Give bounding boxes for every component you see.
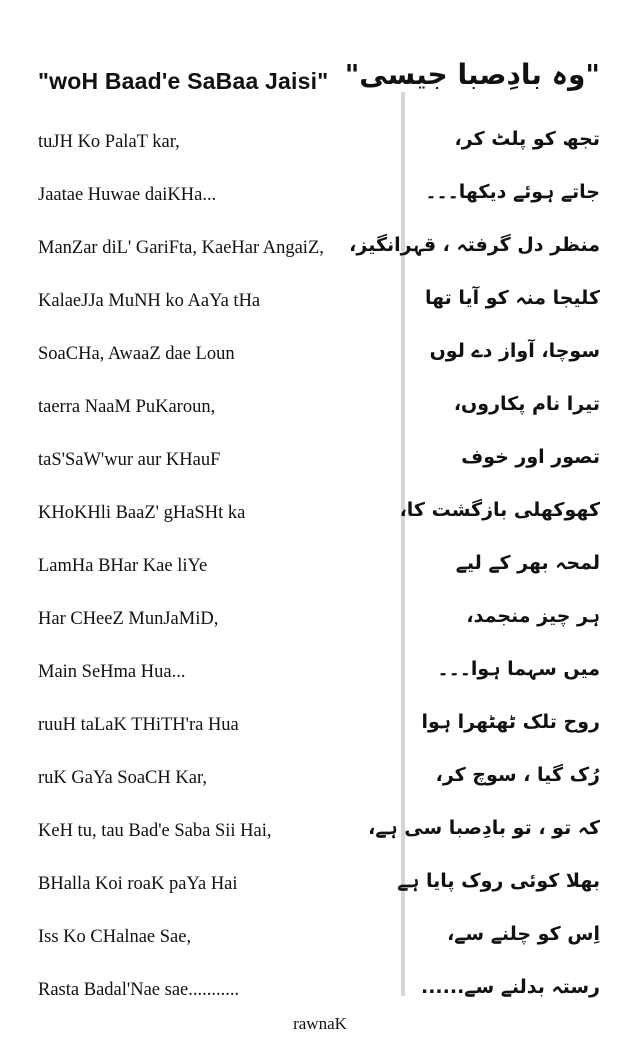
verse-urdu: بھلا کوئی روک پایا ہے [397,870,600,892]
verse-urdu: تصور اور خوف [461,446,600,468]
verse-line [0,177,640,217]
verse-line [0,972,640,1012]
verse-line [0,601,640,641]
verse-urdu: کہ تو ، تو بادِصبا سی ہے، [368,817,600,839]
verse-urdu: کلیجا منہ کو آیا تھا [424,287,600,309]
verse-urdu: ہر چیز منجمد، [466,605,600,627]
verse-urdu: لمحہ بھر کے لیے [455,552,600,574]
verse-roman: Jaatae Huwae daiKHa... [38,185,217,205]
verse-line [0,707,640,747]
verse-urdu: سوچا، آواز دے لوں [429,340,600,362]
verse-urdu: منظر دل گرفتہ ، قہرانگیز، [349,234,600,256]
verse-urdu: میں سہما ہوا۔۔۔ [437,658,600,680]
verse-roman: LamHa BHar Kae liYe [38,556,208,576]
verse-line [0,336,640,376]
verse-urdu: رستہ بدلنے سے...... [421,976,600,998]
verse-line [0,866,640,906]
verse-line [0,495,640,535]
verse-roman: tuJH Ko PalaT kar, [38,132,180,152]
verse-line [0,548,640,588]
verse-roman: taS'SaW'wur aur KHauF [38,450,221,470]
verse-line [0,230,640,270]
verse-line [0,760,640,800]
verse-roman: ruK GaYa SoaCH Kar, [38,768,208,788]
verse-line [0,283,640,323]
verse-urdu: روح تلک ٹھٹھرا ہوا [421,711,600,733]
author-signature: rawnaK [293,1014,347,1033]
verse-roman: ManZar diL' GariFta, KaeHar AngaiZ, [38,238,324,258]
verse-urdu: تجھ کو پلٹ کر، [454,128,600,150]
verse-line [0,813,640,853]
verse-urdu: کھوکھلی بازگشت کا، [399,499,600,521]
poem-title-urdu: "وہ بادِصبا جیسی" [344,58,600,91]
verse-urdu: تیرا نام پکاروں، [453,393,600,415]
verse-roman: KeH tu, tau Bad'e Saba Sii Hai, [38,821,272,841]
verse-roman: taerra NaaM PuKaroun, [38,397,216,417]
verse-line [0,124,640,164]
verse-line [0,389,640,429]
verse-roman: Iss Ko CHalnae Sae, [38,927,192,947]
verse-roman: KHoKHli BaaZ' gHaSHt ka [38,503,246,523]
verse-urdu: رُک گیا ، سوچ کر، [435,764,600,786]
verse-urdu: جاتے ہوئے دیکھا۔۔۔ [425,181,600,203]
verse-roman: Har CHeeZ MunJaMiD, [38,609,219,629]
verse-roman: Main SeHma Hua... [38,662,186,682]
verse-line [0,442,640,482]
verse-roman: KalaeJJa MuNH ko AaYa tHa [38,291,261,311]
verse-urdu: اِس کو چلنے سے، [447,923,600,945]
verse-roman: SoaCHa, AwaaZ dae Loun [38,344,235,364]
verse-roman: BHalla Koi roaK paYa Hai [38,874,238,894]
verse-line [0,654,640,694]
verse-roman: Rasta Badal'Nae sae........... [38,980,240,1000]
verse-roman: ruuH taLaK THiTH'ra Hua [38,715,239,735]
poem-title-roman: "woH Baad'e SaBaa Jaisi" [38,68,329,94]
verse-line [0,919,640,959]
column-divider [401,92,405,996]
